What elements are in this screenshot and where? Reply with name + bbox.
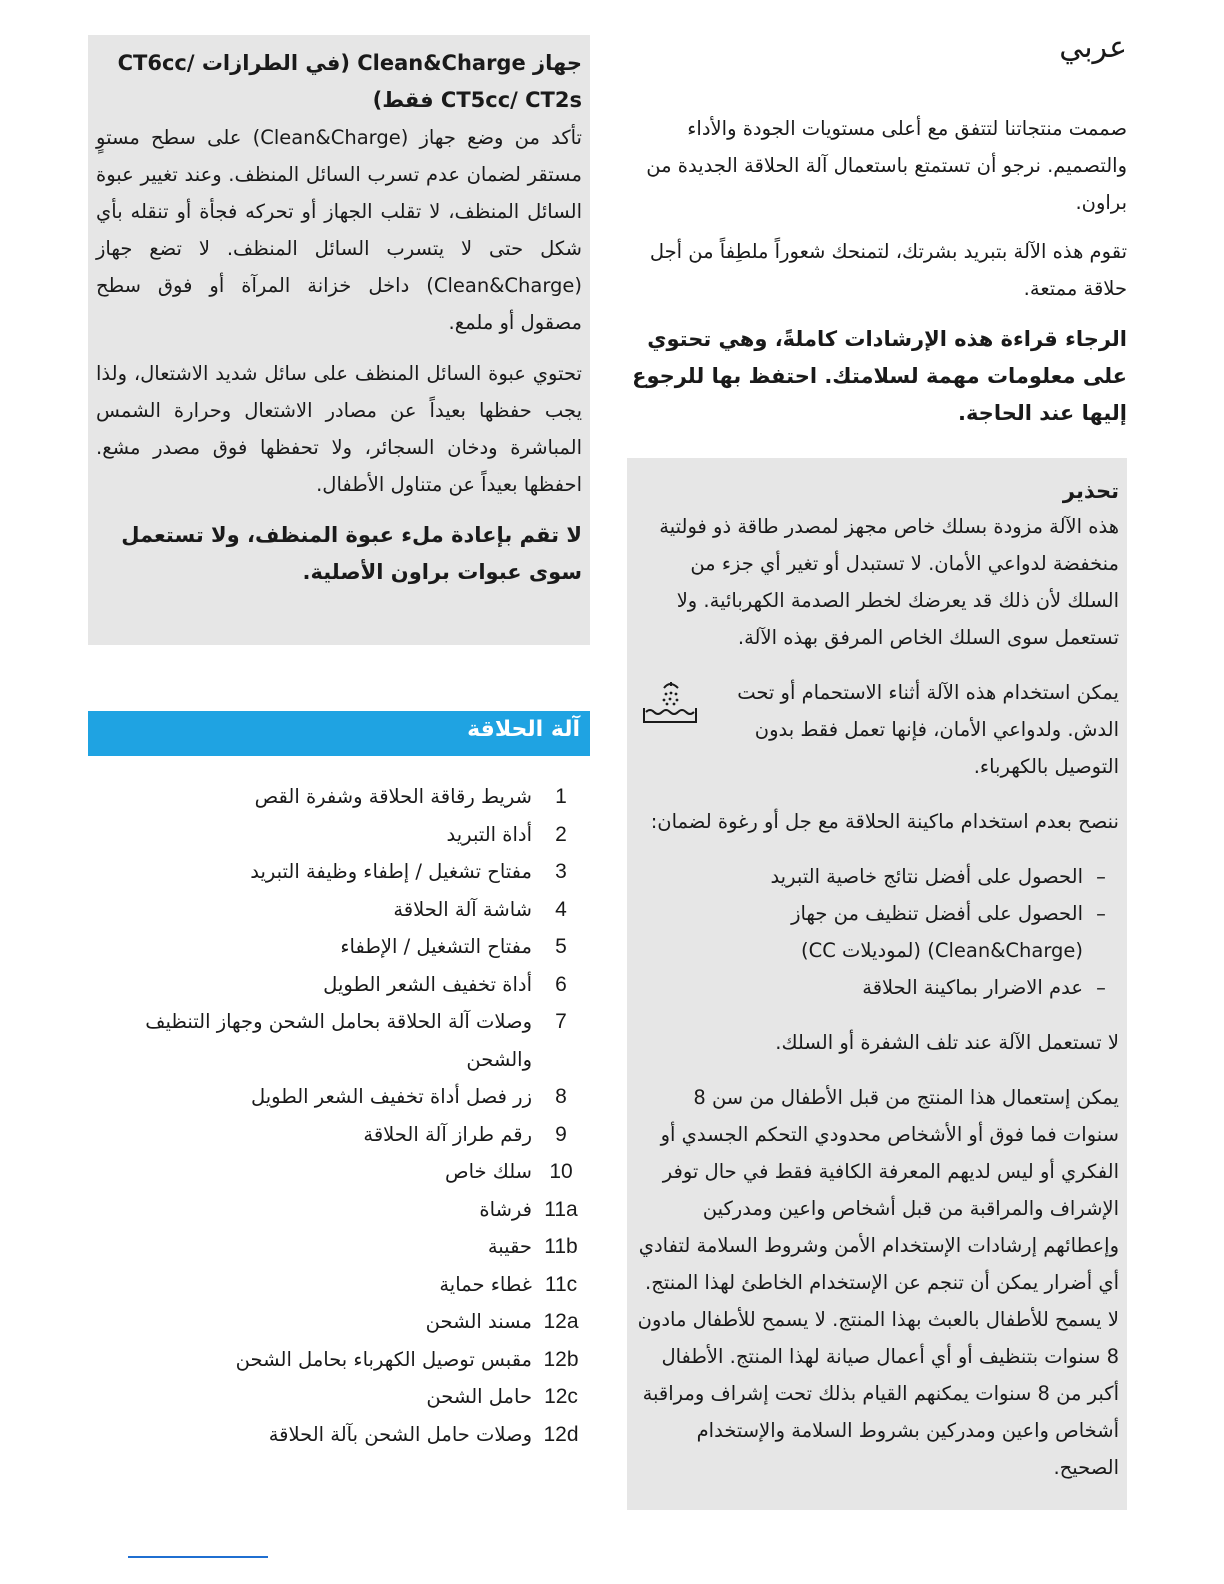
shower-icon <box>635 674 705 785</box>
gel-benefit-text: الحصول على أفضل نتائج خاصية التبريد <box>770 865 1083 888</box>
part-number: 2 <box>555 822 567 846</box>
list-item <box>635 969 1119 1006</box>
gel-benefit-text: عدم الاضرار بماكينة الحلاقة <box>862 976 1083 999</box>
part-number: 6 <box>555 972 567 996</box>
list-item <box>88 816 590 854</box>
intro-bold-notice: الرجاء قراءة هذه الإرشادات كاملةً، وهي تحتوي على معلومات مهمة لسلامتك. احتفظ بها للرجوع إليها عند الحاجة. <box>632 327 1127 425</box>
gel-benefits-list <box>635 858 1119 1006</box>
part-number: 1 <box>555 785 567 808</box>
clean-charge-heading: جهاز Clean&Charge (في الطرازات CT6cc/ CT5cc/ CT2s فقط) <box>117 51 582 112</box>
shaver-section-title: آلة الحلاقة <box>88 711 590 756</box>
list-item <box>88 1266 590 1304</box>
damage-warning: لا تستعمل الآلة عند تلف الشفرة أو السلك. <box>775 1031 1119 1054</box>
list-item <box>88 1378 590 1416</box>
part-number: 12c <box>544 1385 578 1408</box>
list-item <box>88 778 590 816</box>
part-number: 12a <box>543 1310 579 1333</box>
warning-box <box>627 458 1127 1510</box>
part-number: 7 <box>555 1010 567 1033</box>
list-item <box>635 895 1119 969</box>
part-number: 11a <box>544 1197 578 1221</box>
list-item <box>88 1078 590 1116</box>
warning-paragraph-cord: هذه الآلة مزودة بسلك خاص مجهز لمصدر طاقة ذو فولتية منخفضة لدواعي الأمان. لا تستبدل أو تغير أي جزء من السلك لأن ذلك قد يعرضك لخطر الصدمة الكهربائية. ولا تستعمل سوى السلك الخاص المرفق بهذه الآلة. <box>659 515 1119 649</box>
warning-title: تحذير <box>1062 479 1119 503</box>
part-label: أداة تخفيف الشعر الطويل <box>323 972 532 996</box>
part-number: 9 <box>555 1122 567 1146</box>
list-item <box>88 891 590 929</box>
part-label: سلك خاص <box>445 1160 532 1183</box>
part-label: رقم طراز آلة الحلاقة <box>363 1122 532 1146</box>
part-label: مفتاح التشغيل / الإطفاء <box>340 935 532 958</box>
parts-list <box>88 778 590 1453</box>
children-warning: يمكن إستعمال هذا المنتج من قبل الأطفال من سن 8 سنوات فما فوق أو الأشخاص محدودي التحكم الجسدي أو الفكري أو ليس لديهم المعرفة الكافية فقط في حال توفر الإشراف والمراقبة من قبل أشخاص واعين ومدركين وإعطائهم إرشادات الإستخدام الأمن وشروط السلامة لتفادي أي أضرار يمكن أن تنجم عن الإستخدام الخاطئ لهذا المنتج. لا يسمح للأطفال بالعبث بهذا المنتج. لا يسمح للأطفال مادون 8 سنوات بتنظيف أو أي أعمال صيانة لهذا المنتج. الأطفال أكبر من 8 سنوات يمكنهم القيام بذلك تحت إشراف ومراقبة أشخاص واعين ومدركين بشروط السلامة والإستخدام الصحيح. <box>637 1086 1119 1479</box>
clean-charge-paragraph-1: تأكد من وضع جهاز (Clean&Charge) على سطح مستوٍ مستقر لضمان عدم تسرب السائل المنظف. وعند تغيير عبوة السائل المنظف، لا تقلب الجهاز أو تحركه فجأة أو تنقله بأي شكل حتى لا يتسرب السائل المنظف. لا تضع جهاز (Clean&Charge) داخل خزانة المرآة أو فوق سطح مصقول أو ملمع. <box>96 126 582 334</box>
list-item <box>635 858 1119 895</box>
part-label: حامل الشحن <box>426 1385 532 1408</box>
part-number: 12d <box>543 1422 579 1446</box>
intro-paragraph-1: صممت منتجاتنا لتتفق مع أعلى مستويات الجودة والأداء والتصميم. نرجو أن تستمتع باستعمال آلة الحلاقة الجديدة من براون. <box>646 117 1127 214</box>
list-item <box>88 1341 590 1379</box>
shower-text: يمكن استخدام هذه الآلة أثناء الاستحمام أو تحت الدش. ولدواعي الأمان، فإنها تعمل فقط بدون التوصيل بالكهرباء. <box>737 681 1119 778</box>
list-item <box>88 853 590 891</box>
part-label: مفتاح تشغيل / إطفاء وظيفة التبريد <box>250 860 532 883</box>
part-label: زر فصل أداة تخفيف الشعر الطويل <box>250 1085 532 1108</box>
part-label: وصلات آلة الحلاقة بحامل الشحن وجهاز التنظيف والشحن <box>145 1010 532 1071</box>
part-number: 5 <box>555 935 567 958</box>
list-item <box>88 1228 590 1266</box>
clean-charge-bold-warning: لا تقم بإعادة ملء عبوة المنظف، ولا تستعمل سوى عبوات براون الأصلية. <box>121 523 582 584</box>
gel-intro: ننصح بعدم استخدام ماكينة الحلاقة مع جل أو رغوة لضمان: <box>650 810 1119 833</box>
part-label: فرشاة <box>479 1197 532 1221</box>
clean-charge-paragraph-2: تحتوي عبوة السائل المنظف على سائل شديد الاشتعال، ولذا يجب حفظها بعيداً عن مصادر الاشتعال وحرارة الشمس المباشرة ودخان السجائر، ولا تحفظها فوق مصدر مشع. احفظها بعيداً عن متناول الأطفال. <box>96 362 582 496</box>
part-label: وصلات حامل الشحن بآلة الحلاقة <box>268 1422 532 1446</box>
part-number: 12b <box>543 1347 579 1371</box>
part-number: 8 <box>555 1085 567 1108</box>
language-title: عربي <box>1059 30 1127 65</box>
list-item <box>88 1116 590 1154</box>
part-number: 11c <box>544 1272 578 1296</box>
part-number: 4 <box>555 897 567 921</box>
part-label: غطاء حماية <box>439 1272 532 1296</box>
part-label: حقيبة <box>487 1235 532 1258</box>
intro-paragraph-2: تقوم هذه الآلة بتبريد بشرتك، لتمنحك شعوراً ملطِفاً من أجل حلاقة ممتعة. <box>649 240 1127 300</box>
dash-bullet: – <box>1096 976 1106 999</box>
gel-benefit-text: الحصول على أفضل تنظيف من جهاز (Clean&Charge) (لموديلات CC) <box>791 902 1083 962</box>
list-item <box>88 1303 590 1341</box>
list-item <box>88 1153 590 1191</box>
shower-notice <box>635 674 1119 785</box>
part-label: أداة التبريد <box>446 822 532 846</box>
intro-column <box>627 28 1127 432</box>
part-label: مسند الشحن <box>425 1310 532 1333</box>
part-label: شاشة آلة الحلاقة <box>393 897 532 921</box>
part-number: 11b <box>544 1235 578 1258</box>
part-number: 3 <box>555 860 567 883</box>
list-item <box>88 966 590 1004</box>
list-item <box>88 928 590 966</box>
clean-charge-box <box>88 35 590 645</box>
part-label: شريط رقاقة الحلاقة وشفرة القص <box>254 785 532 808</box>
list-item <box>88 1191 590 1229</box>
part-label: مقبس توصيل الكهرباء بحامل الشحن <box>235 1347 532 1371</box>
dash-bullet: – <box>1096 902 1106 925</box>
footer-line <box>128 1556 268 1558</box>
part-number: 10 <box>549 1160 573 1183</box>
list-item <box>88 1003 590 1078</box>
list-item <box>88 1416 590 1454</box>
dash-bullet: – <box>1096 865 1106 888</box>
